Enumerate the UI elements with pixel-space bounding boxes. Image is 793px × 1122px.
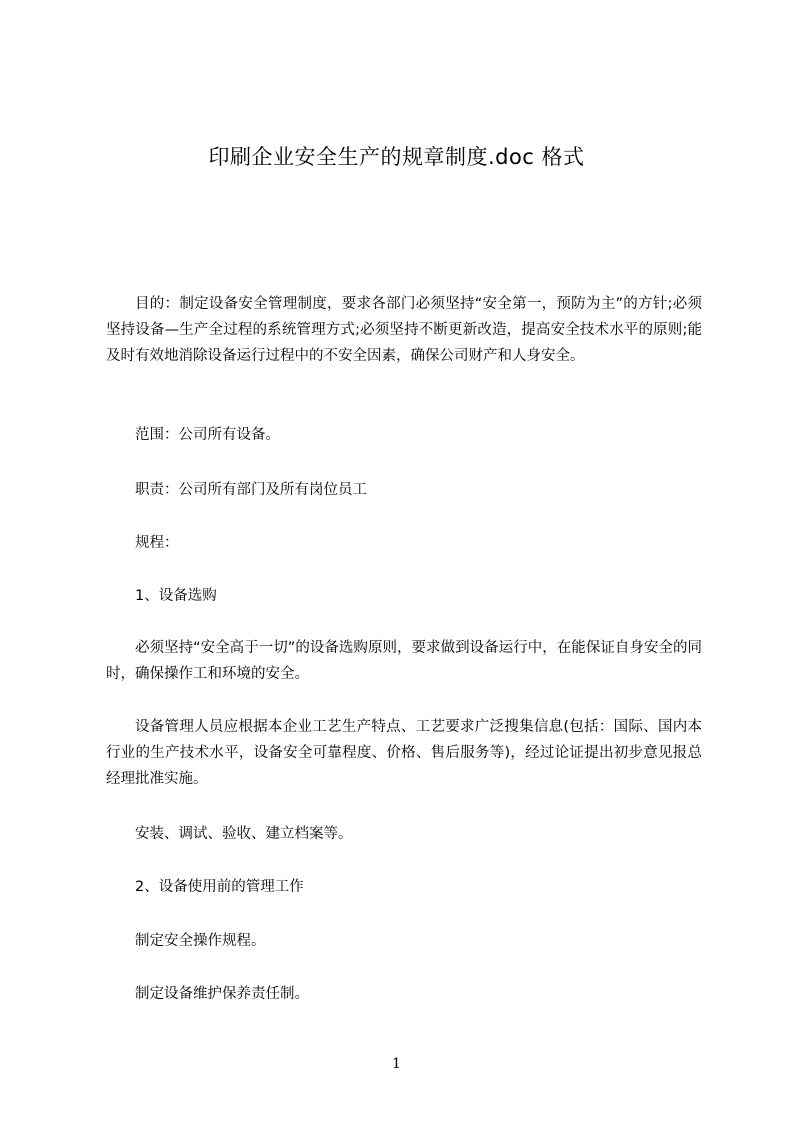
paragraph-purpose: 目的：制定设备安全管理制度，要求各部门必须坚持“安全第一，预防为主”的方针;必须坚持设备—生产全过程的系统管理方式;必须坚持不断更新改造，提高安全技术水平的原则;能及时有效地消除设备运行过程中的不安全因素，确保公司财产和人身安全。: [106, 296, 702, 364]
paragraph-scope: 范围：公司所有设备。: [135, 427, 280, 443]
paragraph-purchase-information: 设备管理人员应根据本企业工艺生产特点、工艺要求广泛搜集信息(包括：国际、国内本行业的生产技术水平，设备安全可靠程度、价格、售后服务等)，经过论证提出初步意见报总经理批准实施。: [106, 719, 702, 787]
section-heading-pre-use-management: 2、设备使用前的管理工作: [135, 879, 304, 895]
document-title: 印刷企业安全生产的规章制度.doc 格式: [208, 145, 585, 169]
paragraph-procedures-heading: 规程：: [135, 535, 179, 551]
page-number: 1: [392, 1056, 401, 1072]
paragraph-responsibility: 职责：公司所有部门及所有岗位员工: [135, 482, 367, 498]
paragraph-installation: 安装、调试、验收、建立档案等。: [135, 826, 353, 842]
section-heading-equipment-purchase: 1、设备选购: [135, 588, 217, 604]
paragraph-maintenance-responsibility: 制定设备维护保养责任制。: [135, 986, 309, 1002]
paragraph-purchase-principle: 必须坚持“安全高于一切”的设备选购原则，要求做到设备运行中，在能保证自身安全的同时，确保操作工和环境的安全。: [106, 640, 702, 682]
paragraph-operating-rules: 制定安全操作规程。: [135, 933, 266, 949]
